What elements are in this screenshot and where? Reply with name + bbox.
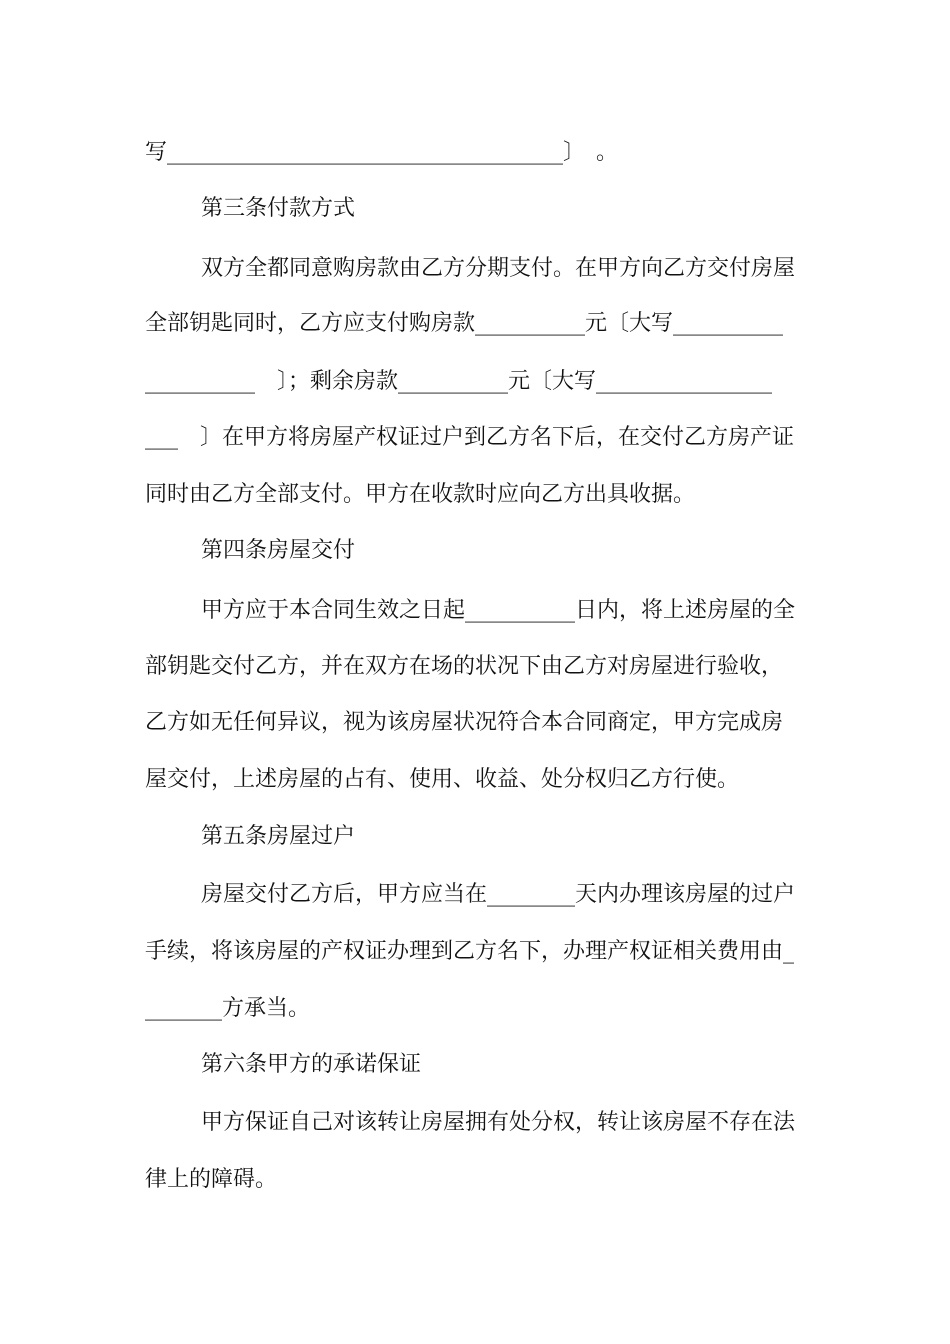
- text-line: ___ 〕在甲方将房屋产权证过户到乙方名下后，在交付乙方房产证: [145, 425, 795, 450]
- text-line: 部钥匙交付乙方，并在双方在场的状况下由乙方对房屋进行验收，: [145, 654, 784, 679]
- section-heading-article-3: 第三条付款方式: [201, 196, 356, 221]
- text-line: 甲方保证自己对该转让房屋拥有处分权，转让该房屋不存在法: [201, 1110, 796, 1135]
- text-line: 屋交付，上述房屋的占有、使用、收益、处分权归乙方行使。: [145, 767, 740, 792]
- text-line: 甲方应于本合同生效之日起__________日内，将上述房屋的全: [201, 598, 796, 623]
- section-heading-article-5: 第五条房屋过户: [201, 824, 356, 849]
- text-line: 手续，将该房屋的产权证办理到乙方名下，办理产权证相关费用由_: [145, 939, 795, 964]
- text-line: 律上的障碍。: [145, 1167, 278, 1192]
- section-heading-article-4: 第四条房屋交付: [201, 538, 356, 563]
- text-line: 全部钥匙同时，乙方应支付购房款__________元〔大写__________: [145, 311, 784, 336]
- text-line: _______方承当。: [145, 996, 311, 1021]
- section-heading-article-6: 第六条甲方的承诺保证: [201, 1052, 422, 1077]
- text-line: 双方全都同意购房款由乙方分期支付。在甲方向乙方交付房屋: [201, 256, 796, 281]
- text-line: 房屋交付乙方后，甲方应当在________天内办理该房屋的过户: [201, 882, 796, 907]
- text-line: 乙方如无任何异议，视为该房屋状况符合本合同商定，甲方完成房: [145, 710, 784, 735]
- text-line: __________ 〕；剩余房款__________元〔大写________________: [145, 369, 773, 394]
- text-line: 同时由乙方全部支付。甲方在收款时应向乙方出具收据。: [145, 482, 696, 507]
- text-line: 写____________________________________〕 。: [145, 140, 619, 165]
